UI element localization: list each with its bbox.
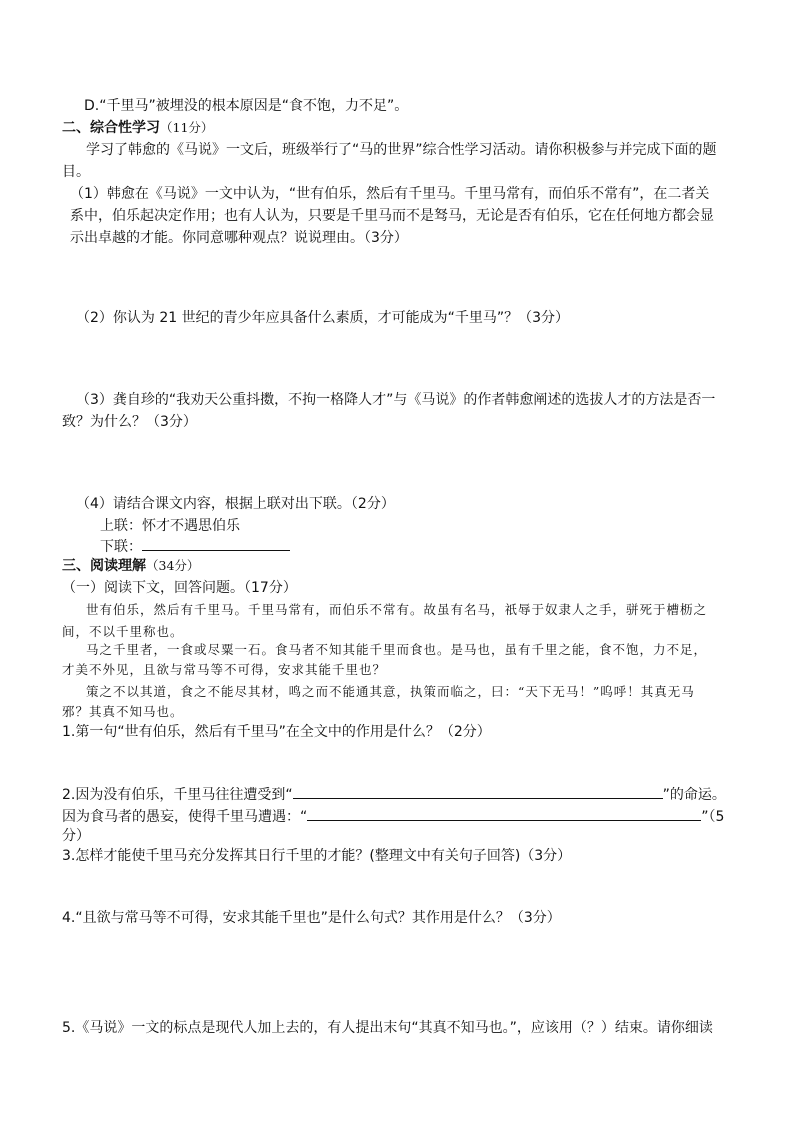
section3-heading: 三、阅读理解 <box>62 558 146 574</box>
question-2-1-line2: 系中，伯乐起决定作用；也有人认为，只要是千里马而不是驽马，无论是否有伯乐，它在任何地方都会显 <box>70 208 714 224</box>
answer-blank-2[interactable] <box>307 806 701 821</box>
passage-p2-line2: 才美不外见，且欲与常马等不可得，安求其能千里也？ <box>62 662 387 677</box>
section3-score: （34分） <box>146 558 200 573</box>
section2-heading: 二、综合性学习 <box>62 120 160 136</box>
couplet-upper: 上联：怀才不遇思伯乐 <box>100 518 240 534</box>
question-3-2-suffix1: ”的命运。 <box>662 787 726 803</box>
passage-p1-line1: 世有伯乐，然后有千里马。千里马常有，而伯乐不常有。故虽有名马，祇辱于奴隶人之手，骈死于槽枥之 <box>86 602 708 617</box>
answer-blank-1[interactable] <box>293 784 663 799</box>
passage-p3-line2: 邪？其真不知马也。 <box>62 704 184 719</box>
passage-p1-line2: 间，不以千里称也。 <box>62 624 184 639</box>
passage-p3-line1: 策之不以其道，食之不能尽其材，鸣之而不能通其意，执策而临之，曰：“天下无马！”呜呼！其真无马 <box>86 684 695 699</box>
question-3-2-line2 <box>62 806 724 827</box>
option-d: D.“千里马”被埋没的根本原因是“食不饱，力不足”。 <box>84 98 409 114</box>
section2-score: （11分） <box>160 120 214 135</box>
question-3-2-line3: 分） <box>62 828 90 844</box>
question-2-3-line2: 致？为什么？（3分） <box>62 414 197 430</box>
question-3-2-line1 <box>62 784 726 805</box>
section3-title <box>62 556 199 576</box>
question-2-4: （4）请结合课文内容，根据上联对出下联。（2分） <box>76 496 395 512</box>
section2-intro-line1: 学习了韩愈的《马说》一文后，班级举行了“马的世界”综合性学习活动。请你积极参与并完成下面的题 <box>86 142 717 158</box>
question-3-1: 1.第一句“世有伯乐，然后有千里马”在全文中的作用是什么？（2分） <box>62 724 491 740</box>
question-2-3-line1: （3）龚自珍的“我劝天公重抖擞，不拘一格降人才”与《马说》的作者韩愈阐述的选拔人才的方法是否一 <box>76 392 716 408</box>
question-2-1-line3: 示出卓越的才能。你同意哪种观点？说说理由。（3分） <box>70 230 408 246</box>
section3-sub1: （一）阅读下文，回答问题。（17分） <box>62 580 297 596</box>
section2-title <box>62 118 213 138</box>
couplet-lower-label: 下联： <box>100 539 142 555</box>
question-3-4: 4.“且欲与常马等不可得，安求其能千里也”是什么句式？其作用是什么？（3分） <box>62 910 561 926</box>
question-3-2-prompt1: 2.因为没有伯乐，千里马往往遭受到“ <box>62 787 293 803</box>
question-2-1-line1: （1）韩愈在《马说》一文中认为，“世有伯乐，然后有千里马。千里马常有，而伯乐不常有”，在二者关 <box>70 186 710 202</box>
question-3-2-suffix2: ”（5 <box>701 809 725 825</box>
question-3-2-prompt2: 因为食马者的愚妄，使得千里马遭遇：“ <box>62 809 308 825</box>
couplet-lower-row <box>100 536 290 557</box>
question-2-2: （2）你认为 21 世纪的青少年应具备什么素质，才可能成为“千里马”？（3分） <box>76 310 570 326</box>
section2-intro-line2: 目。 <box>62 164 90 180</box>
passage-p2-line1: 马之千里者，一食或尽粟一石。食马者不知其能千里而食也。是马也，虽有千里之能，食不饱，力不足， <box>86 642 708 657</box>
couplet-answer-blank[interactable] <box>142 536 290 551</box>
question-3-3: 3.怎样才能使千里马充分发挥其日行千里的才能？(整理文中有关句子回答)（3分） <box>62 848 572 864</box>
question-3-5: 5.《马说》一文的标点是现代人加上去的，有人提出末句“其真不知马也。”，应该用（？）结束。请你细读 <box>62 1020 713 1036</box>
